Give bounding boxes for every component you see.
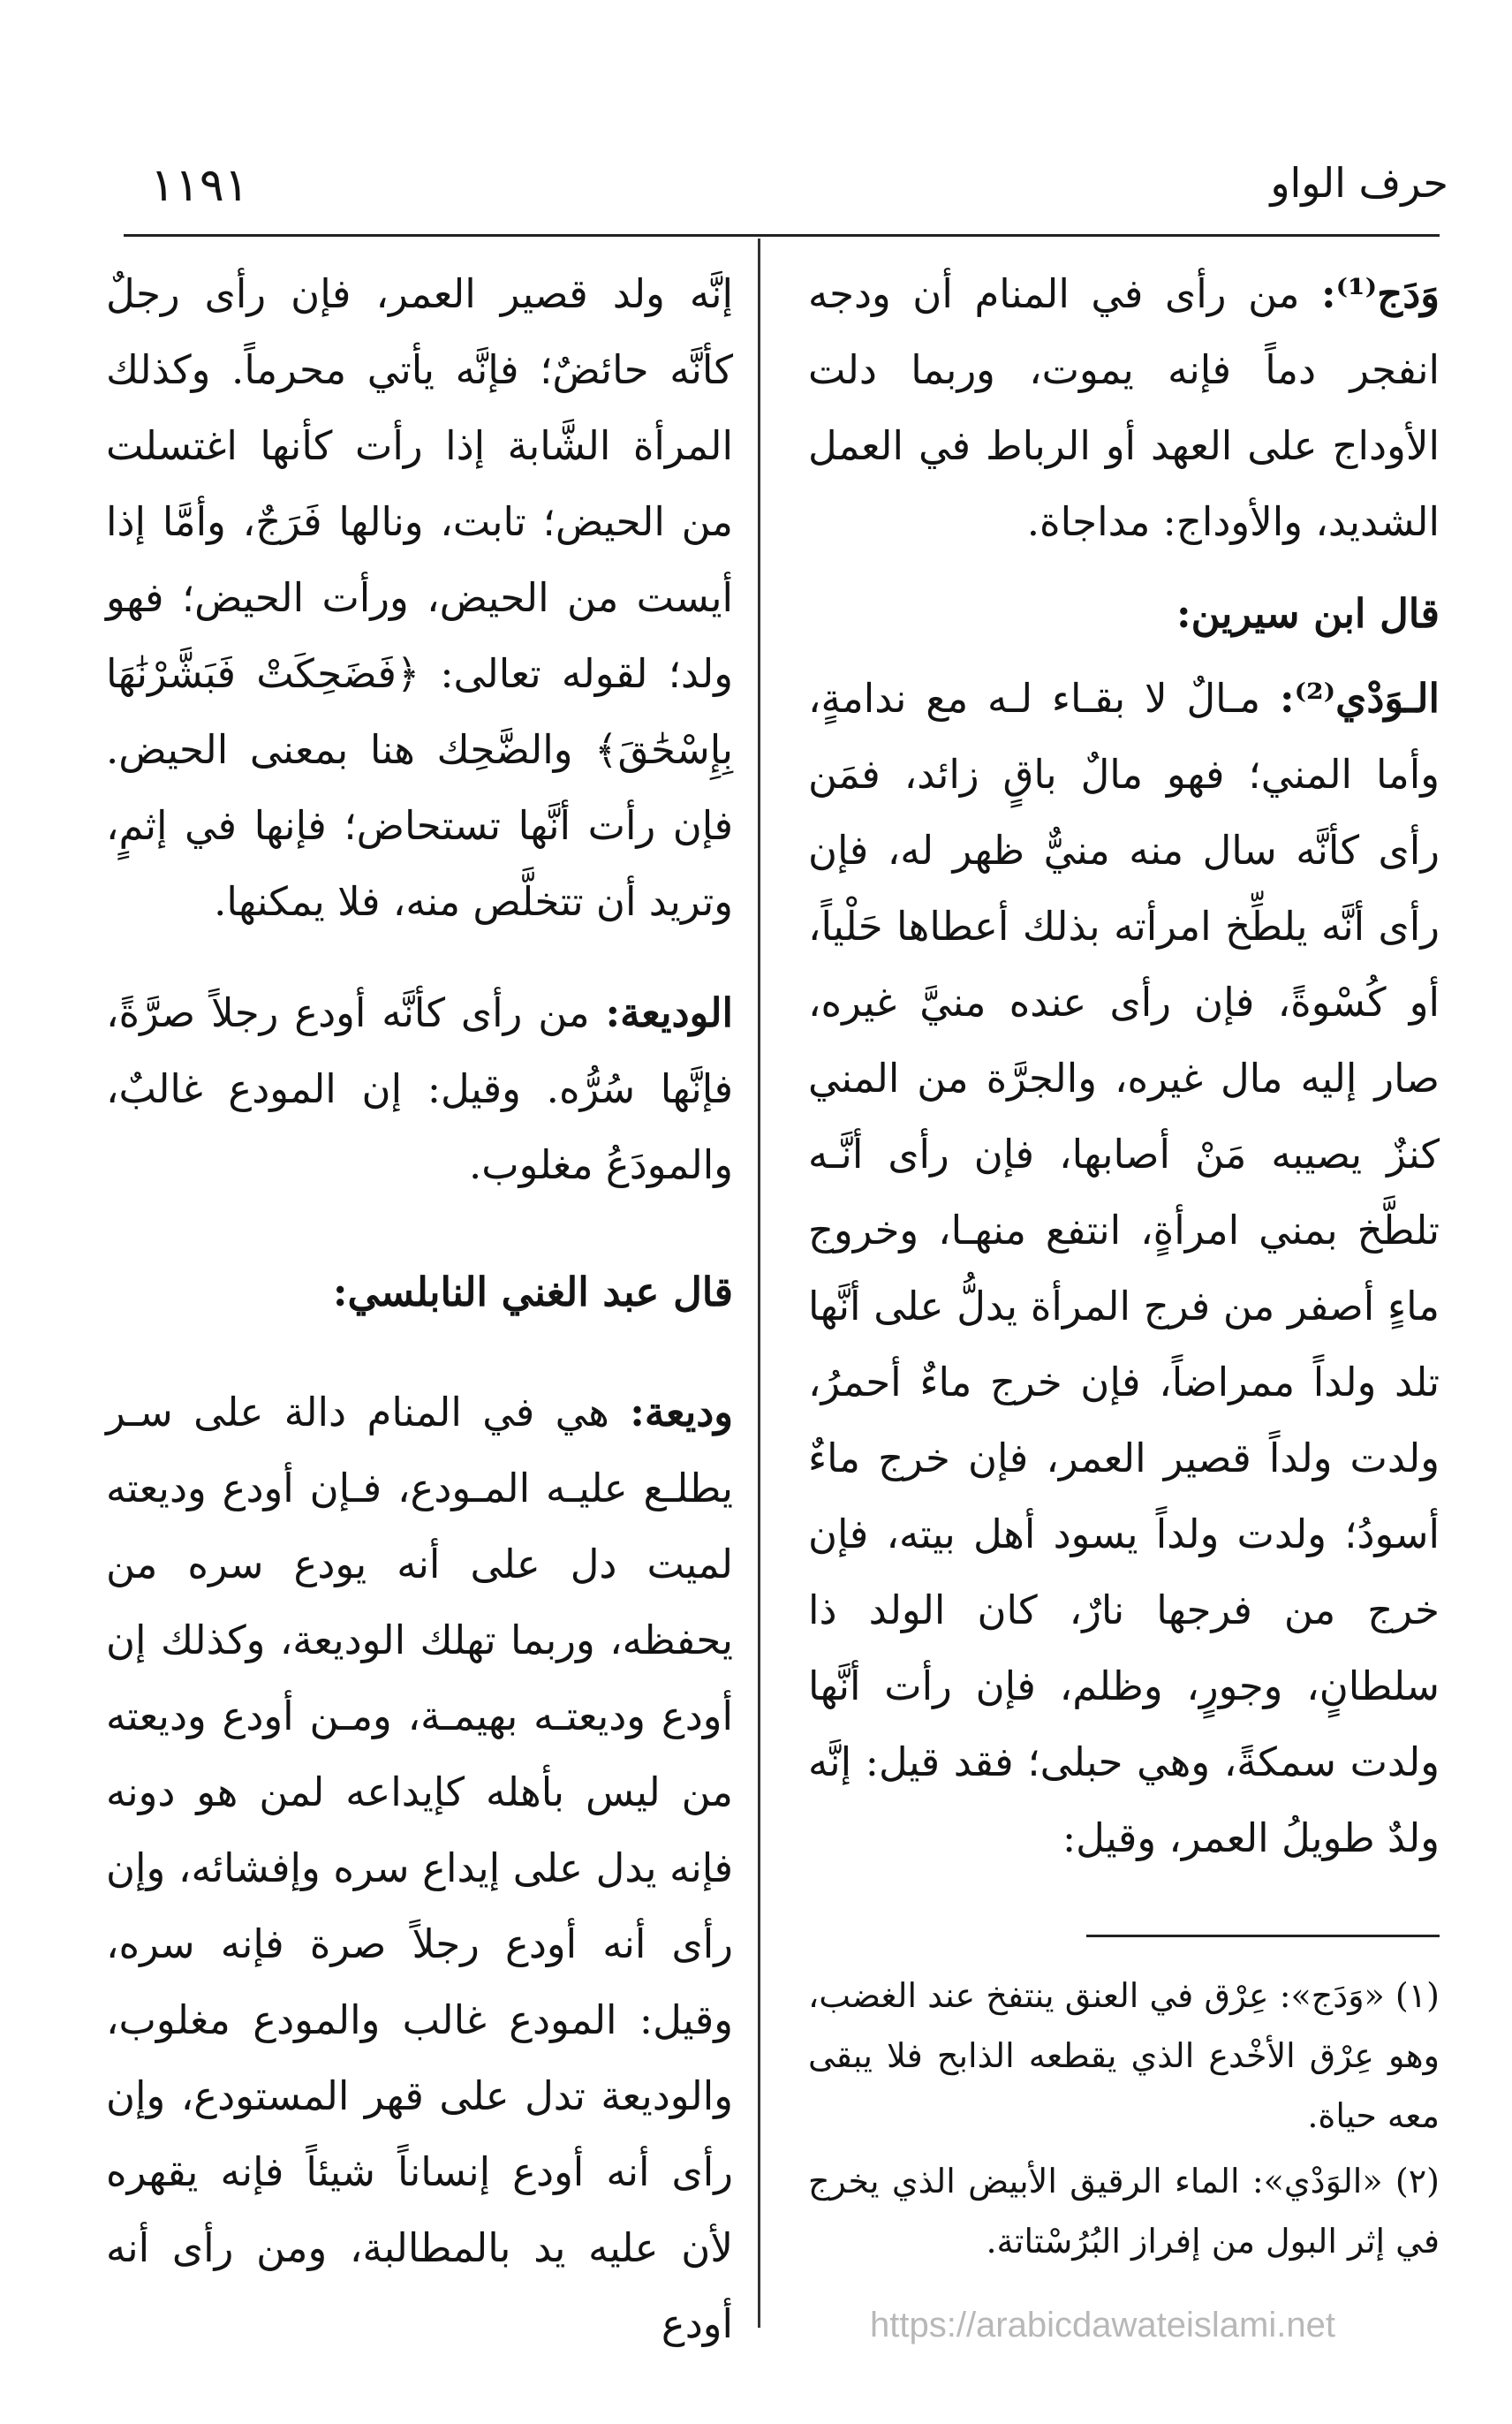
- entry-wady: [808, 661, 1440, 1876]
- footnote-rule: [1086, 1935, 1440, 1937]
- watermark-url: https://arabicdawateislami.net: [870, 2306, 1335, 2344]
- continued-paragraph: إنَّه ولد قصير العمر، فإن رأى رجلٌ كأنَّه حائضٌ؛ فإنَّه يأتي محرماً. وكذلك المرأة الشَّابة إذا رأت كأنها اغتسلت من الحيض؛ تابت، ونالها فَرَجٌ، وأمَّا إذا أيست من الحيض، ورأت الحيض؛ فهو ولد؛ لقوله تعالى: ﴿فَضَحِكَتْ فَبَشَّرْنَٰهَا بِإِسْحَٰقَ﴾ والضَّحِك هنا بمعنى الحيض. فإن رأت أنَّها تستحاض؛ فإنها في إثمٍ، وتريد أن تتخلَّص منه، فلا يمكنها.: [106, 270, 733, 925]
- entry-term: وديعة:: [630, 1389, 733, 1435]
- entry-wadaj: [808, 256, 1440, 560]
- section-heading: قال عبد الغني النابلسي:: [332, 1269, 733, 1315]
- right-column: [808, 256, 1440, 1876]
- entry-text: مـالٌ لا بقـاء لـه مع ندامةٍ، وأما المني؛ فهو مالٌ باقٍ زائد، فمَن رأى كأنَّه سال منه منيٌّ ظهر له، فإن رأى أنَّه يلطِّخ امرأته بذلك أعطاها حَلْياً، أو كُسْوةً، فإن رأى عنده منيَّ غيره، صار إليه مال غيره، والجرَّة من المني كنزٌ يصيبه مَنْ أصابها، فإن رأى أنَّـه تلطَّخ بمني امرأةٍ، انتفع منهـا، وخروج ماءٍ أصفر من فرج المرأة يدلُّ على أنَّها تلد ولداً ممراضاً، فإن خرج ماءٌ أحمرُ، ولدت ولداً قصير العمر، فإن خرج ماءٌ أسودُ؛ ولدت ولداً يسود أهل بيته، فإن خرج من فرجها نارٌ، كان الولد ذا سلطانٍ، وجورٍ، وظلم، فإن رأت أنَّها ولدت سمكةً، وهي حبلى؛ فقد قيل: إنَّه ولدٌ طويلُ العمر، وقيل:: [808, 675, 1440, 1861]
- left-column: [106, 256, 733, 2362]
- footnote-1: (١) «وَدَج»: عِرْق في العنق ينتفخ عند الغضب، وهو عِرْق الأخْدع الذي يقطعه الذابح فلا يبقى معه حياة.: [808, 1976, 1440, 2135]
- footnote-2: (٢) «الوَدْي»: الماء الرقيق الأبيض الذي يخرج في إثر البول من إفراز البُرُسْتاتة.: [808, 2162, 1440, 2261]
- section-heading: قال ابن سيرين:: [1176, 590, 1440, 637]
- entry-term: الوديعة:: [605, 989, 733, 1036]
- entry-term: وَدَج⁽¹⁾:: [1321, 270, 1440, 317]
- chapter-title: حرف الواو: [1270, 159, 1448, 207]
- entry-text: هي في المنام دالة على سـر يطلـع عليـه المـودع، فـإن أودع وديعته لميت دل على أنه يودع سره من يحفظه، وربما تهلك الوديعة، وكذلك إن أودع وديعتـه بهيمـة، ومـن أودع وديعته من ليس بأهله كإيداعه لمن هو دونه فإنه يدل على إيداع سره وإفشائه، وإن رأى أنه أودع رجلاً صرة فإنه سره، وقيل: المودع غالب والمودع مغلوب، والوديعة تدل على قهر المستودع، وإن رأى أنه أودع إنساناً شيئاً فإنه يقهره لأن عليه يد بالمطالبة، ومن رأى أنه أودع: [106, 1389, 733, 2347]
- entry-text: من رأى كأنَّه أودع رجلاً صرَّةً، فإنَّها سُرُّه. وقيل: إن المودع غالبٌ، والمودَعُ مغلوب.: [106, 989, 733, 1188]
- entry-term: الـوَدْي⁽²⁾:: [1279, 675, 1440, 722]
- footnotes: [808, 1966, 1440, 2276]
- entry-text: من رأى في المنام أن ودجه انفجر دماً فإنه يموت، وربما دلت الأوداج على العهد أو الرباط في العمل الشديد، والأوداج: مداجاة.: [808, 270, 1440, 545]
- header-rule: [124, 234, 1440, 237]
- page-header: [124, 159, 1448, 230]
- entry-wadia: [106, 975, 733, 1203]
- entry-wadia-nabulsi: [106, 1375, 733, 2362]
- column-divider: [758, 239, 760, 2328]
- page-number: ١١٩١: [150, 159, 249, 212]
